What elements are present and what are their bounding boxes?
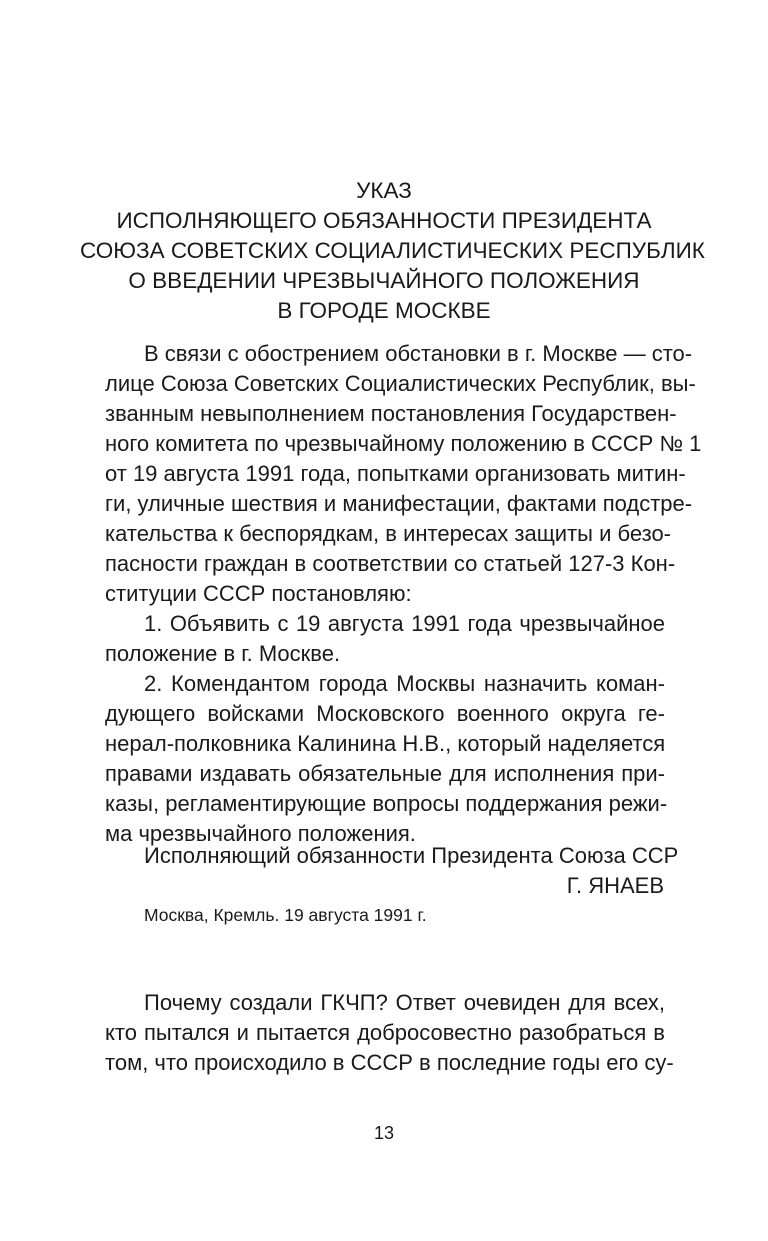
decree-preamble-line: званным невыполнением постановления Государствен- xyxy=(105,401,677,426)
decree-preamble-line: кательства к беспорядкам, в интересах защиты и безо- xyxy=(105,521,672,546)
decree-preamble-line: пасности граждан в соответствии со статьей 127-3 Кон- xyxy=(105,551,676,576)
commentary-line: Почему создали ГКЧП? Ответ очевиден для всех, xyxy=(144,990,665,1015)
commentary-line: том, что происходило в СССР в последние годы его су- xyxy=(105,1050,674,1075)
title-line: СОЮЗА СОВЕТСКИХ СОЦИАЛИСТИЧЕСКИХ РЕСПУБЛИК xyxy=(80,238,705,263)
decree-point-1-line: 1. Объявить с 19 августа 1991 года чрезвычайное xyxy=(144,611,665,636)
title-line: УКАЗ xyxy=(356,178,412,203)
decree-point-2-line: ма чрезвычайного положения. xyxy=(105,821,416,846)
place-and-date: Москва, Кремль. 19 августа 1991 г. xyxy=(144,905,427,925)
decree-point-2-line: правами издавать обязательные для исполнения при- xyxy=(105,761,665,786)
decree-point-2-line: 2. Комендантом города Москвы назначить коман- xyxy=(144,671,665,696)
signatory-name: Г. ЯНАЕВ xyxy=(566,873,664,898)
decree-preamble-line: от 19 августа 1991 года, попытками организовать митин- xyxy=(105,461,686,486)
commentary-text xyxy=(105,988,674,1078)
decree-preamble-line: ституции СССР постановляю: xyxy=(105,581,412,606)
title-line: В ГОРОДЕ МОСКВЕ xyxy=(277,298,491,323)
decree-preamble-line: В связи с обострением обстановки в г. Москве — сто- xyxy=(144,341,693,366)
page-number: 13 xyxy=(373,1123,395,1143)
title-line: ИСПОЛНЯЮЩЕГО ОБЯЗАННОСТИ ПРЕЗИДЕНТА xyxy=(116,208,652,233)
decree-preamble-line: ного комитета по чрезвычайному положению в СССР № 1 xyxy=(105,431,702,456)
decree-point-2-line: казы, регламентирующие вопросы поддержания режи- xyxy=(105,791,668,816)
decree-point-2-line: нерал-полковника Калинина Н.В., который наделяется xyxy=(105,731,666,756)
commentary-line: кто пытался и пытается добросовестно разобраться в xyxy=(105,1020,665,1045)
decree-point-2-line: дующего войсками Московского военного округа ге- xyxy=(105,701,665,726)
decree-preamble-line: ги, уличные шествия и манифестации, фактами подстре- xyxy=(105,491,693,516)
decree-title xyxy=(80,176,705,326)
decree-text xyxy=(105,339,702,849)
decree-preamble-line: лице Союза Советских Социалистических Республик, вы- xyxy=(105,371,696,396)
signatory-position: Исполняющий обязанности Президента Союза ССР xyxy=(144,843,679,868)
title-line: О ВВЕДЕНИИ ЧРЕЗВЫЧАЙНОГО ПОЛОЖЕНИЯ xyxy=(128,268,640,293)
decree-point-1-line: положение в г. Москве. xyxy=(105,641,341,666)
